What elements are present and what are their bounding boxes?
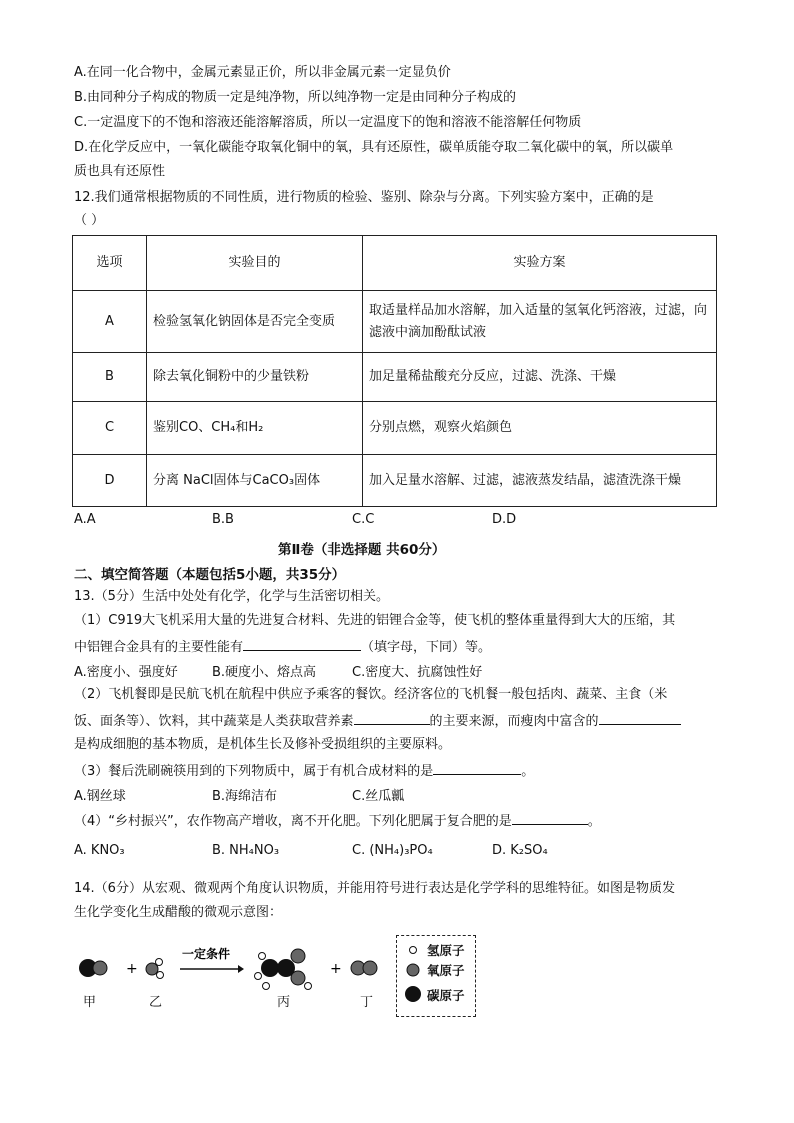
oxygen-atom-icon (407, 964, 419, 976)
row-option: D (73, 455, 147, 507)
table-row (73, 291, 717, 353)
q13-p1-option-c: C.密度大、抗腐蚀性好 (352, 665, 483, 680)
legend-carbon: 碳原子 (427, 988, 465, 1003)
molecule-ding (351, 961, 377, 975)
q12-table (72, 235, 717, 507)
hydrogen-atom-icon (410, 947, 417, 954)
q11-option-c: C.一定温度下的不饱和溶液还能溶解溶质，所以一定温度下的饱和溶液不能溶解任何物质 (74, 115, 582, 130)
q13-p1-line1: （1）C919大飞机采用大量的先进复合材料、先进的铝锂合金等，使飞机的整体重量得到大大的压缩，其 (74, 613, 676, 628)
molecule-jia (79, 959, 107, 977)
q13-p2-line2 (74, 710, 681, 732)
atom-legend (396, 935, 476, 1017)
q13-p3-option-c: C.丝瓜瓤 (352, 789, 405, 804)
q13-p2-line3: 是构成细胞的基本物质，是机体生长及修补受损组织的主要原料。 (74, 737, 452, 752)
q13-p1-option-a: A.密度小、强度好 (74, 665, 178, 680)
table-header-row (73, 236, 717, 291)
row-option: B (73, 353, 147, 402)
row-option: C (73, 402, 147, 455)
q14-line1: 14.（6分）从宏观、微观两个角度认识物质，并能用符号进行表达是化学学科的思维特征。如图是物质发 (74, 881, 675, 896)
q13-p1-line2 (74, 636, 491, 658)
q13-p4-option-d: D. K₂SO₄ (492, 843, 548, 858)
answer-blank[interactable] (354, 710, 430, 725)
q13-p4-option-b: B. NH₄NO₃ (212, 843, 280, 858)
q11-option-a: A.在同一化合物中，金属元素显正价，所以非金属元素一定显负价 (74, 65, 451, 80)
molecule-bing (255, 949, 312, 990)
header-goal: 实验目的 (147, 236, 363, 291)
carbon-atom-icon (405, 986, 421, 1002)
row-goal: 分离 NaCl固体与CaCO₃固体 (147, 455, 363, 507)
answer-blank[interactable] (243, 636, 361, 651)
row-goal: 除去氧化铜粉中的少量铁粉 (147, 353, 363, 402)
q12-stem: 12.我们通常根据物质的不同性质，进行物质的检验、鉴别、除杂与分离。下列实验方案中，正确的是 (74, 190, 654, 205)
molecule-diagram (72, 928, 402, 1020)
q12-answer-b: B.B (212, 512, 234, 527)
table-row (73, 402, 717, 455)
label-jia: 甲 (83, 995, 97, 1010)
q13-p2-line1: （2）飞机餐即是民航飞机在航程中供应予乘客的餐饮。经济客位的飞机餐一般包括肉、蔬菜、主食（米 (74, 687, 668, 702)
q13-p4-text: （4）“乡村振兴”，农作物高产增收，离不开化肥。下列化肥属于复合肥的是 (74, 814, 512, 829)
row-plan: 加足量稀盐酸充分反应，过滤、洗涤、干燥 (363, 353, 717, 402)
legend-oxygen: 氧原子 (427, 963, 465, 978)
molecule-yi (146, 959, 164, 979)
q13-p3-text: （3）餐后洗刷碗筷用到的下列物质中，属于有机合成材料的是 (74, 764, 434, 779)
q13-p4-option-c: C. (NH₄)₃PO₄ (352, 843, 433, 858)
part2-title: 第Ⅱ卷（非选择题 共60分） (278, 542, 446, 558)
q13-p4-option-a: A. KNO₃ (74, 843, 125, 858)
q13-p1-text: 中铝锂合金具有的主要性能有 (74, 640, 244, 655)
q14-line2: 生化学变化生成醋酸的微观示意图： (74, 905, 283, 920)
row-plan: 分别点燃，观察火焰颜色 (363, 402, 717, 455)
q11-option-d: D.在化学反应中，一氧化碳能夺取氧化铜中的氧，具有还原性，碳单质能夺取二氧化碳中的氧，所以碳单 (74, 140, 674, 155)
header-plan: 实验方案 (363, 236, 717, 291)
label-bing: 丙 (277, 995, 291, 1010)
arrow-head-icon (238, 965, 244, 973)
table-row (73, 353, 717, 402)
label-ding: 丁 (360, 995, 374, 1010)
q13-stem: 13.（5分）生活中处处有化学，化学与生活密切相关。 (74, 589, 389, 604)
q12-answer-c: C.C (352, 512, 375, 527)
q13-p2-text-mid: 的主要来源，而瘦肉中富含的 (429, 714, 599, 729)
reaction-condition: 一定条件 (182, 947, 231, 961)
q13-p4-line (74, 810, 601, 832)
row-plan: 加入足量水溶解、过滤，滤液蒸发结晶，滤渣洗涤干燥 (363, 455, 717, 507)
q13-p3-end: 。 (521, 764, 535, 779)
legend-hydrogen: 氢原子 (427, 943, 465, 958)
row-goal: 检验氢氧化钠固体是否完全变质 (147, 291, 363, 353)
q12-answer-a: A.A (74, 512, 96, 527)
legend-icons (401, 936, 427, 1016)
row-plan: 取适量样品加水溶解，加入适量的氢氧化钙溶液，过滤，向滤液中滴加酚酞试液 (363, 291, 717, 353)
q13-p1-text-end: （填字母，下同）等。 (361, 640, 492, 655)
q13-p2-text: 饭、面条等）、饮料，其中蔬菜是人类获取营养素 (74, 714, 354, 729)
q12-answer-paren: （ ） (74, 213, 105, 228)
row-goal: 鉴别CO、CH₄和H₂ (147, 402, 363, 455)
q13-p3-option-a: A.钢丝球 (74, 789, 126, 804)
q13-p3-option-b: B.海绵洁布 (212, 789, 278, 804)
row-option: A (73, 291, 147, 353)
table-row (73, 455, 717, 507)
plus-sign-1: + (126, 961, 138, 977)
q11-option-b: B.由同种分子构成的物质一定是纯净物，所以纯净物一定是由同种分子构成的 (74, 90, 517, 105)
q13-p1-option-b: B.硬度小、熔点高 (212, 665, 317, 680)
answer-blank[interactable] (512, 810, 588, 825)
q11-option-d-cont: 质也具有还原性 (74, 164, 166, 179)
answer-blank[interactable] (433, 760, 521, 775)
q13-p3-line (74, 760, 534, 782)
answer-blank[interactable] (599, 710, 681, 725)
q13-p4-end: 。 (587, 814, 601, 829)
q12-answer-d: D.D (492, 512, 517, 527)
plus-sign-2: + (330, 961, 342, 977)
section2-title: 二、填空简答题（本题包括5小题，共35分） (74, 567, 346, 583)
label-yi: 乙 (149, 995, 163, 1010)
header-option: 选项 (73, 236, 147, 291)
